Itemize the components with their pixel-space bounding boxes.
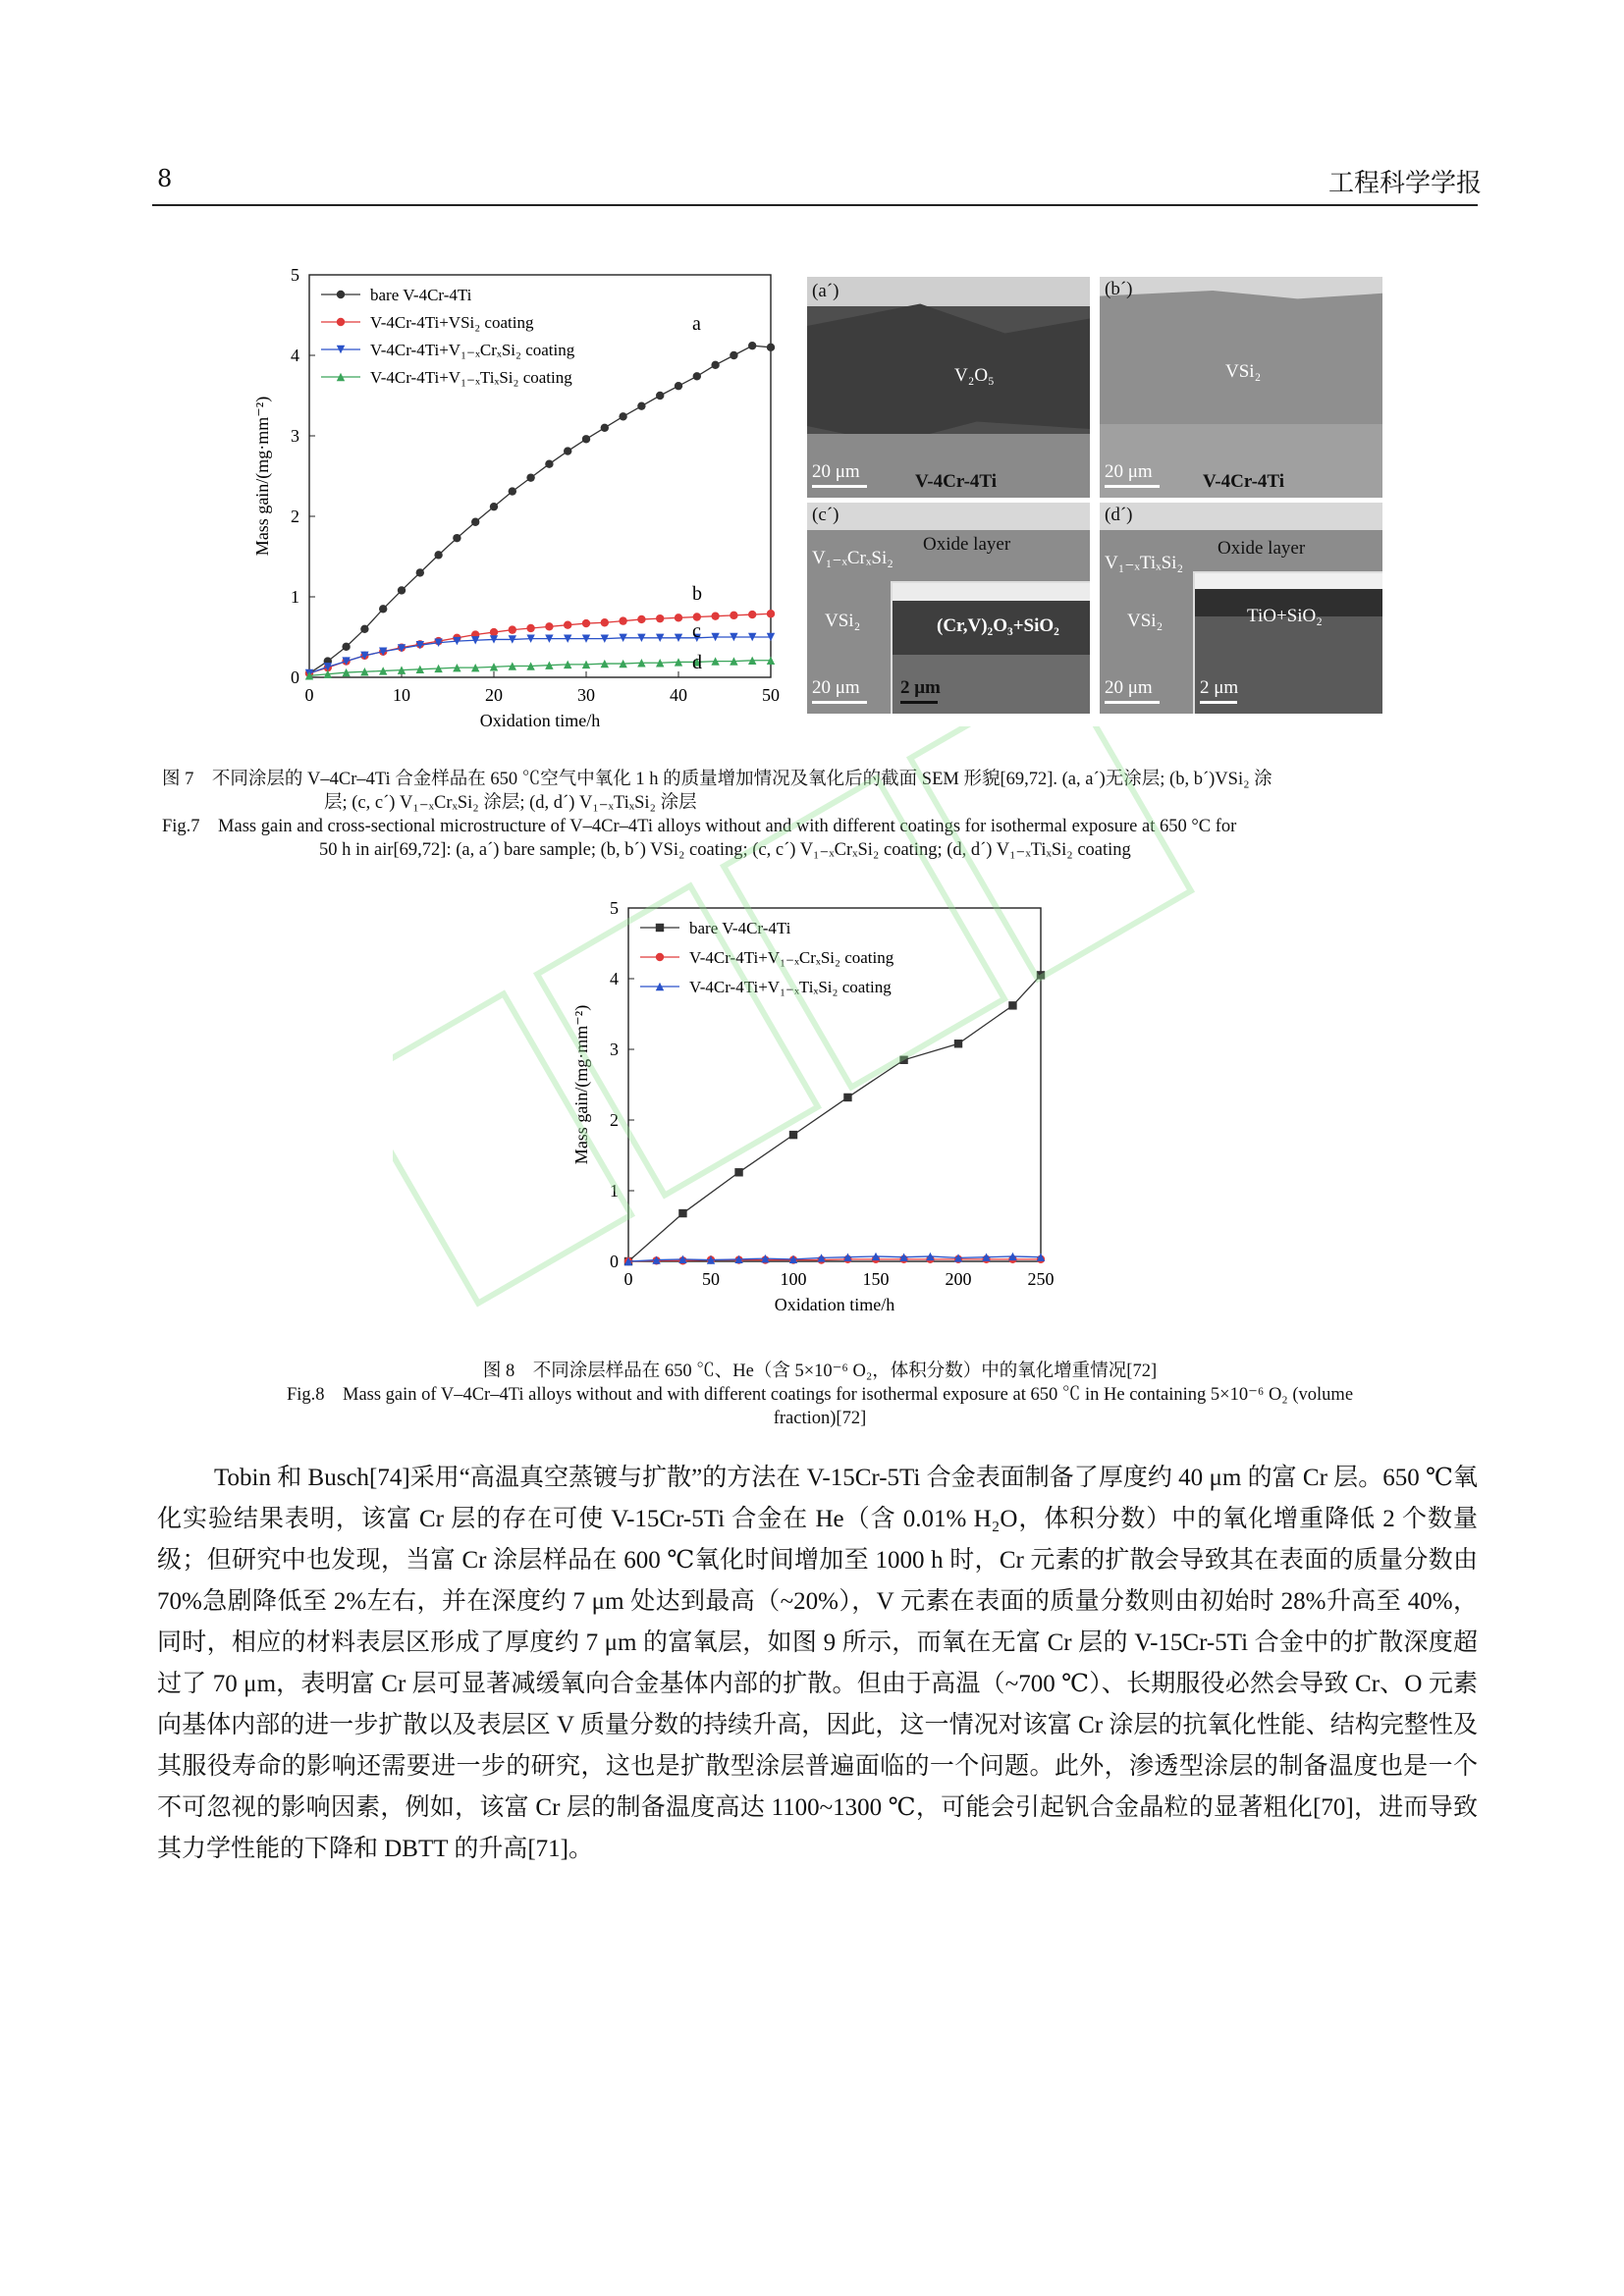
data-point [619, 616, 626, 624]
series-label: c [692, 620, 701, 642]
data-point [789, 1131, 797, 1139]
fig7-caption-en-1: Fig.7 Mass gain and cross-sectional microstructure of V–4Cr–4Ti alloys without and with different coatings for isothermal exposure at 650 °C for [162, 817, 1237, 836]
data-point [398, 586, 406, 594]
sem-c-tag: (c´) [812, 505, 839, 525]
x-axis-label: Oxidation time/h [774, 1295, 895, 1314]
page-number: 8 [157, 165, 173, 192]
data-point [601, 424, 609, 432]
header-rule [152, 204, 1478, 206]
sem-d-oxide: Oxide layer [1218, 538, 1306, 559]
sem-c-inset-scalebar [900, 701, 938, 704]
series-label: a [692, 312, 701, 335]
sem-panel-b [1100, 277, 1382, 498]
sem-a-tag: (a´) [812, 281, 839, 301]
x-tick-label: 0 [304, 685, 314, 705]
data-point [601, 618, 609, 626]
data-point [509, 625, 516, 633]
data-point [564, 447, 571, 454]
body-paragraph: Tobin 和 Busch[74]采用“高温真空蒸镀与扩散”的方法在 V-15Cr-5Ti 合金表面制备了厚度约 40 μm 的富 Cr 层。650 ℃氧化实验结果表明，该富 Cr 层的存在可使 V-15Cr-5Ti 合金在 He（含 0.01% H₂O，体积分数）中的氧化增重降低 2 个数量级；但研究中也发现，当富 Cr 涂层样品在 600 ℃氧化时间增加至 1000 h 时，Cr 元素的扩散会导致其在表面的质量分数由 70%急剧降低至 2%左右，并在深度约 7 μm 处达到最高（~20%），V 元素在表面的质量分数则由初始时 28%升高至 40%，同时，相应的材料表层区形成了厚度约 7 μm 的富氧层，如图 9 所示，而氧在无富 Cr 层的 V-15Cr-5Ti 合金中的扩散深度超过了 70 μm，表明富 Cr 层可显著减缓氧向合金基体内部的扩散。但由于高温（~700 ℃）、长期服役必然会导致 Cr、O 元素向基体内部的进一步扩散以及表层区 V 质量分数的持续升高，因此，这一情况对该富 Cr 涂层的抗氧化性能、结构完整性及其服役寿命的影响还需要进一步的研究，这也是扩散型涂层普遍面临的一个问题。此外，渗透型涂层的制备温度也是一个不可忽视的影响因素，例如，该富 Cr 层的制备温度高达 1100~1300 ℃，可能会引起钒合金晶粒的显著粗化[70]，进而导致其力学性能的下降和 DBTT 的升高[71]。 [157, 1465, 1478, 1862]
series-line [309, 346, 771, 673]
legend-entry: V-4Cr-4Ti+VSi₂ coating [370, 313, 534, 332]
y-tick-label: 2 [610, 1110, 619, 1130]
data-point [675, 614, 682, 621]
y-tick-label: 3 [291, 426, 299, 446]
x-tick-label: 250 [1027, 1269, 1055, 1289]
data-point [545, 460, 553, 468]
legend-entry: V-4Cr-4Ti+V₁₋ₓTiₓSi₂ coating [370, 368, 572, 387]
x-tick-label: 100 [780, 1269, 807, 1289]
y-tick-label: 5 [610, 898, 619, 918]
data-point [582, 619, 590, 627]
y-tick-label: 0 [291, 667, 299, 687]
series-line [628, 975, 1041, 1261]
fig8-caption-cn: 图 8 不同涂层样品在 650 ℃、He（含 5×10⁻⁶ O₂，体积分数）中的氧化增重情况[72] [482, 1362, 1158, 1381]
x-tick-label: 10 [393, 685, 410, 705]
sem-c-inset-label: (Cr,V)₂O₃+SiO₂ [937, 615, 1059, 636]
y-axis-label: Mass gain/(mg·mm⁻²) [571, 1004, 591, 1165]
y-tick-label: 1 [291, 587, 299, 607]
x-tick-label: 50 [762, 685, 780, 705]
fig7-caption [162, 768, 1478, 862]
y-tick-label: 0 [610, 1252, 619, 1271]
fig7-mass-gain-chart [250, 265, 800, 746]
journal-name: 工程科学学报 [1327, 169, 1482, 198]
sem-b-phase: VSi₂ [1225, 361, 1262, 382]
fig8-mass-gain-chart [560, 893, 1070, 1335]
sem-c-phase: V₁₋ₓCrₓSi₂ [812, 548, 893, 568]
data-point [899, 1056, 907, 1064]
sem-panel-a [807, 277, 1090, 498]
sem-b-substrate: V-4Cr-4Ti [1203, 471, 1285, 492]
data-point [619, 412, 626, 420]
data-point [490, 628, 498, 636]
legend-entry: V-4Cr-4Ti+V₁₋ₓCrₓSi₂ coating [370, 341, 575, 359]
data-point [1037, 971, 1045, 979]
data-point [637, 401, 645, 409]
legend-entry: V-4Cr-4Ti+V₁₋ₓTiₓSi₂ coating [689, 978, 892, 996]
y-tick-label: 1 [610, 1181, 619, 1201]
data-point [564, 621, 571, 629]
fig8-caption-en-1: Fig.8 Mass gain of V–4Cr–4Ti alloys without and with different coatings for isothermal exposure at 650 ℃ in He containing 5×10⁻⁶ O₂ (volume [286, 1385, 1354, 1405]
sem-d-inset-label: TiO+SiO₂ [1247, 606, 1323, 626]
sem-panel-c [807, 503, 1090, 714]
sem-b-tag: (b´) [1105, 279, 1133, 299]
sem-c-phase2: VSi₂ [825, 611, 861, 631]
legend-marker [337, 318, 345, 326]
y-axis-label: Mass gain/(mg·mm⁻²) [252, 396, 272, 557]
sem-d-phase2: VSi₂ [1127, 611, 1164, 631]
data-point [656, 392, 664, 400]
data-point [656, 614, 664, 622]
legend-entry: bare V-4Cr-4Ti [370, 286, 472, 304]
y-tick-label: 3 [610, 1040, 619, 1059]
data-point [767, 610, 775, 617]
sem-c-scalebar [812, 701, 867, 704]
x-tick-label: 200 [945, 1269, 972, 1289]
body-text [157, 1458, 1478, 1870]
x-tick-label: 0 [623, 1269, 633, 1289]
sem-panel-d [1100, 503, 1382, 714]
data-point [434, 551, 442, 559]
series-label: b [692, 583, 702, 606]
data-point [342, 643, 350, 651]
sem-c-scale: 20 μm [812, 677, 860, 698]
sem-d-inset-scalebar [1200, 701, 1237, 704]
data-point [678, 1209, 686, 1217]
x-tick-label: 50 [702, 1269, 720, 1289]
data-point [471, 518, 479, 526]
sem-d-scale: 20 μm [1105, 677, 1153, 698]
data-point [582, 435, 590, 443]
sem-a-scalebar [812, 485, 867, 488]
data-point [416, 568, 424, 576]
fig7-caption-cn-1: 图 7 不同涂层的 V–4Cr–4Ti 合金样品在 650 ℃空气中氧化 1 h 的质量增加情况及氧化后的截面 SEM 形貌[69,72]. (a, a´)无涂层; (b, b´)VSi₂ 涂 [162, 770, 1272, 789]
data-point [693, 372, 701, 380]
y-tick-label: 4 [291, 346, 299, 365]
fig8-caption-en-2: fraction)[72] [773, 1409, 867, 1428]
data-point [748, 611, 756, 618]
data-point [526, 473, 534, 481]
data-point [711, 612, 719, 619]
sem-c-oxide: Oxide layer [923, 534, 1011, 555]
data-point [734, 1168, 742, 1176]
legend-marker [656, 953, 664, 961]
sem-d-phase: V₁₋ₓTiₓSi₂ [1105, 553, 1184, 573]
legend-entry: V-4Cr-4Ti+V₁₋ₓCrₓSi₂ coating [689, 948, 894, 967]
sem-a-substrate: V-4Cr-4Ti [915, 471, 998, 492]
fig7-caption-en-2: 50 h in air[69,72]: (a, a´) bare sample; (b, b´) VSi₂ coating; (c, c´) V₁₋ₓCrₓSi₂ coating; (d, d´) V₁₋ₓTiₓSi₂ coating [319, 840, 1131, 860]
y-tick-label: 5 [291, 265, 299, 285]
sem-b-scale: 20 μm [1105, 461, 1153, 482]
data-point [748, 342, 756, 349]
data-point [545, 622, 553, 630]
data-point [843, 1094, 851, 1101]
fig7-caption-cn-2: 层; (c, c´) V₁₋ₓCrₓSi₂ 涂层; (d, d´) V₁₋ₓTiₓSi₂ 涂层 [324, 793, 697, 813]
x-tick-label: 30 [577, 685, 595, 705]
data-point [379, 605, 387, 613]
sem-d-scalebar [1105, 701, 1160, 704]
data-point [637, 615, 645, 623]
data-point [730, 612, 737, 619]
x-tick-label: 150 [862, 1269, 890, 1289]
data-point [360, 625, 368, 633]
data-point [711, 361, 719, 369]
data-point [767, 344, 775, 351]
data-point [509, 487, 516, 495]
legend-marker [337, 291, 345, 298]
data-point [453, 534, 460, 542]
y-tick-label: 4 [610, 969, 619, 988]
sem-a-phase: V₂O₅ [954, 365, 995, 386]
sem-d-inset-scale: 2 μm [1200, 677, 1239, 698]
series-label: d [692, 651, 702, 673]
legend-entry: bare V-4Cr-4Ti [689, 919, 791, 937]
fig8-caption [162, 1360, 1478, 1430]
y-tick-label: 2 [291, 507, 299, 526]
x-tick-label: 40 [670, 685, 687, 705]
sem-c-inset-scale: 2 μm [900, 677, 941, 698]
data-point [730, 351, 737, 359]
x-tick-label: 20 [485, 685, 503, 705]
data-point [675, 382, 682, 390]
sem-a-scale: 20 μm [812, 461, 860, 482]
x-axis-label: Oxidation time/h [479, 711, 601, 730]
data-point [1008, 1001, 1016, 1009]
data-point [954, 1040, 962, 1047]
data-point [526, 624, 534, 632]
sem-d-tag: (d´) [1105, 505, 1133, 525]
legend-marker [656, 924, 664, 932]
data-point [490, 503, 498, 510]
sem-b-scalebar [1105, 485, 1160, 488]
